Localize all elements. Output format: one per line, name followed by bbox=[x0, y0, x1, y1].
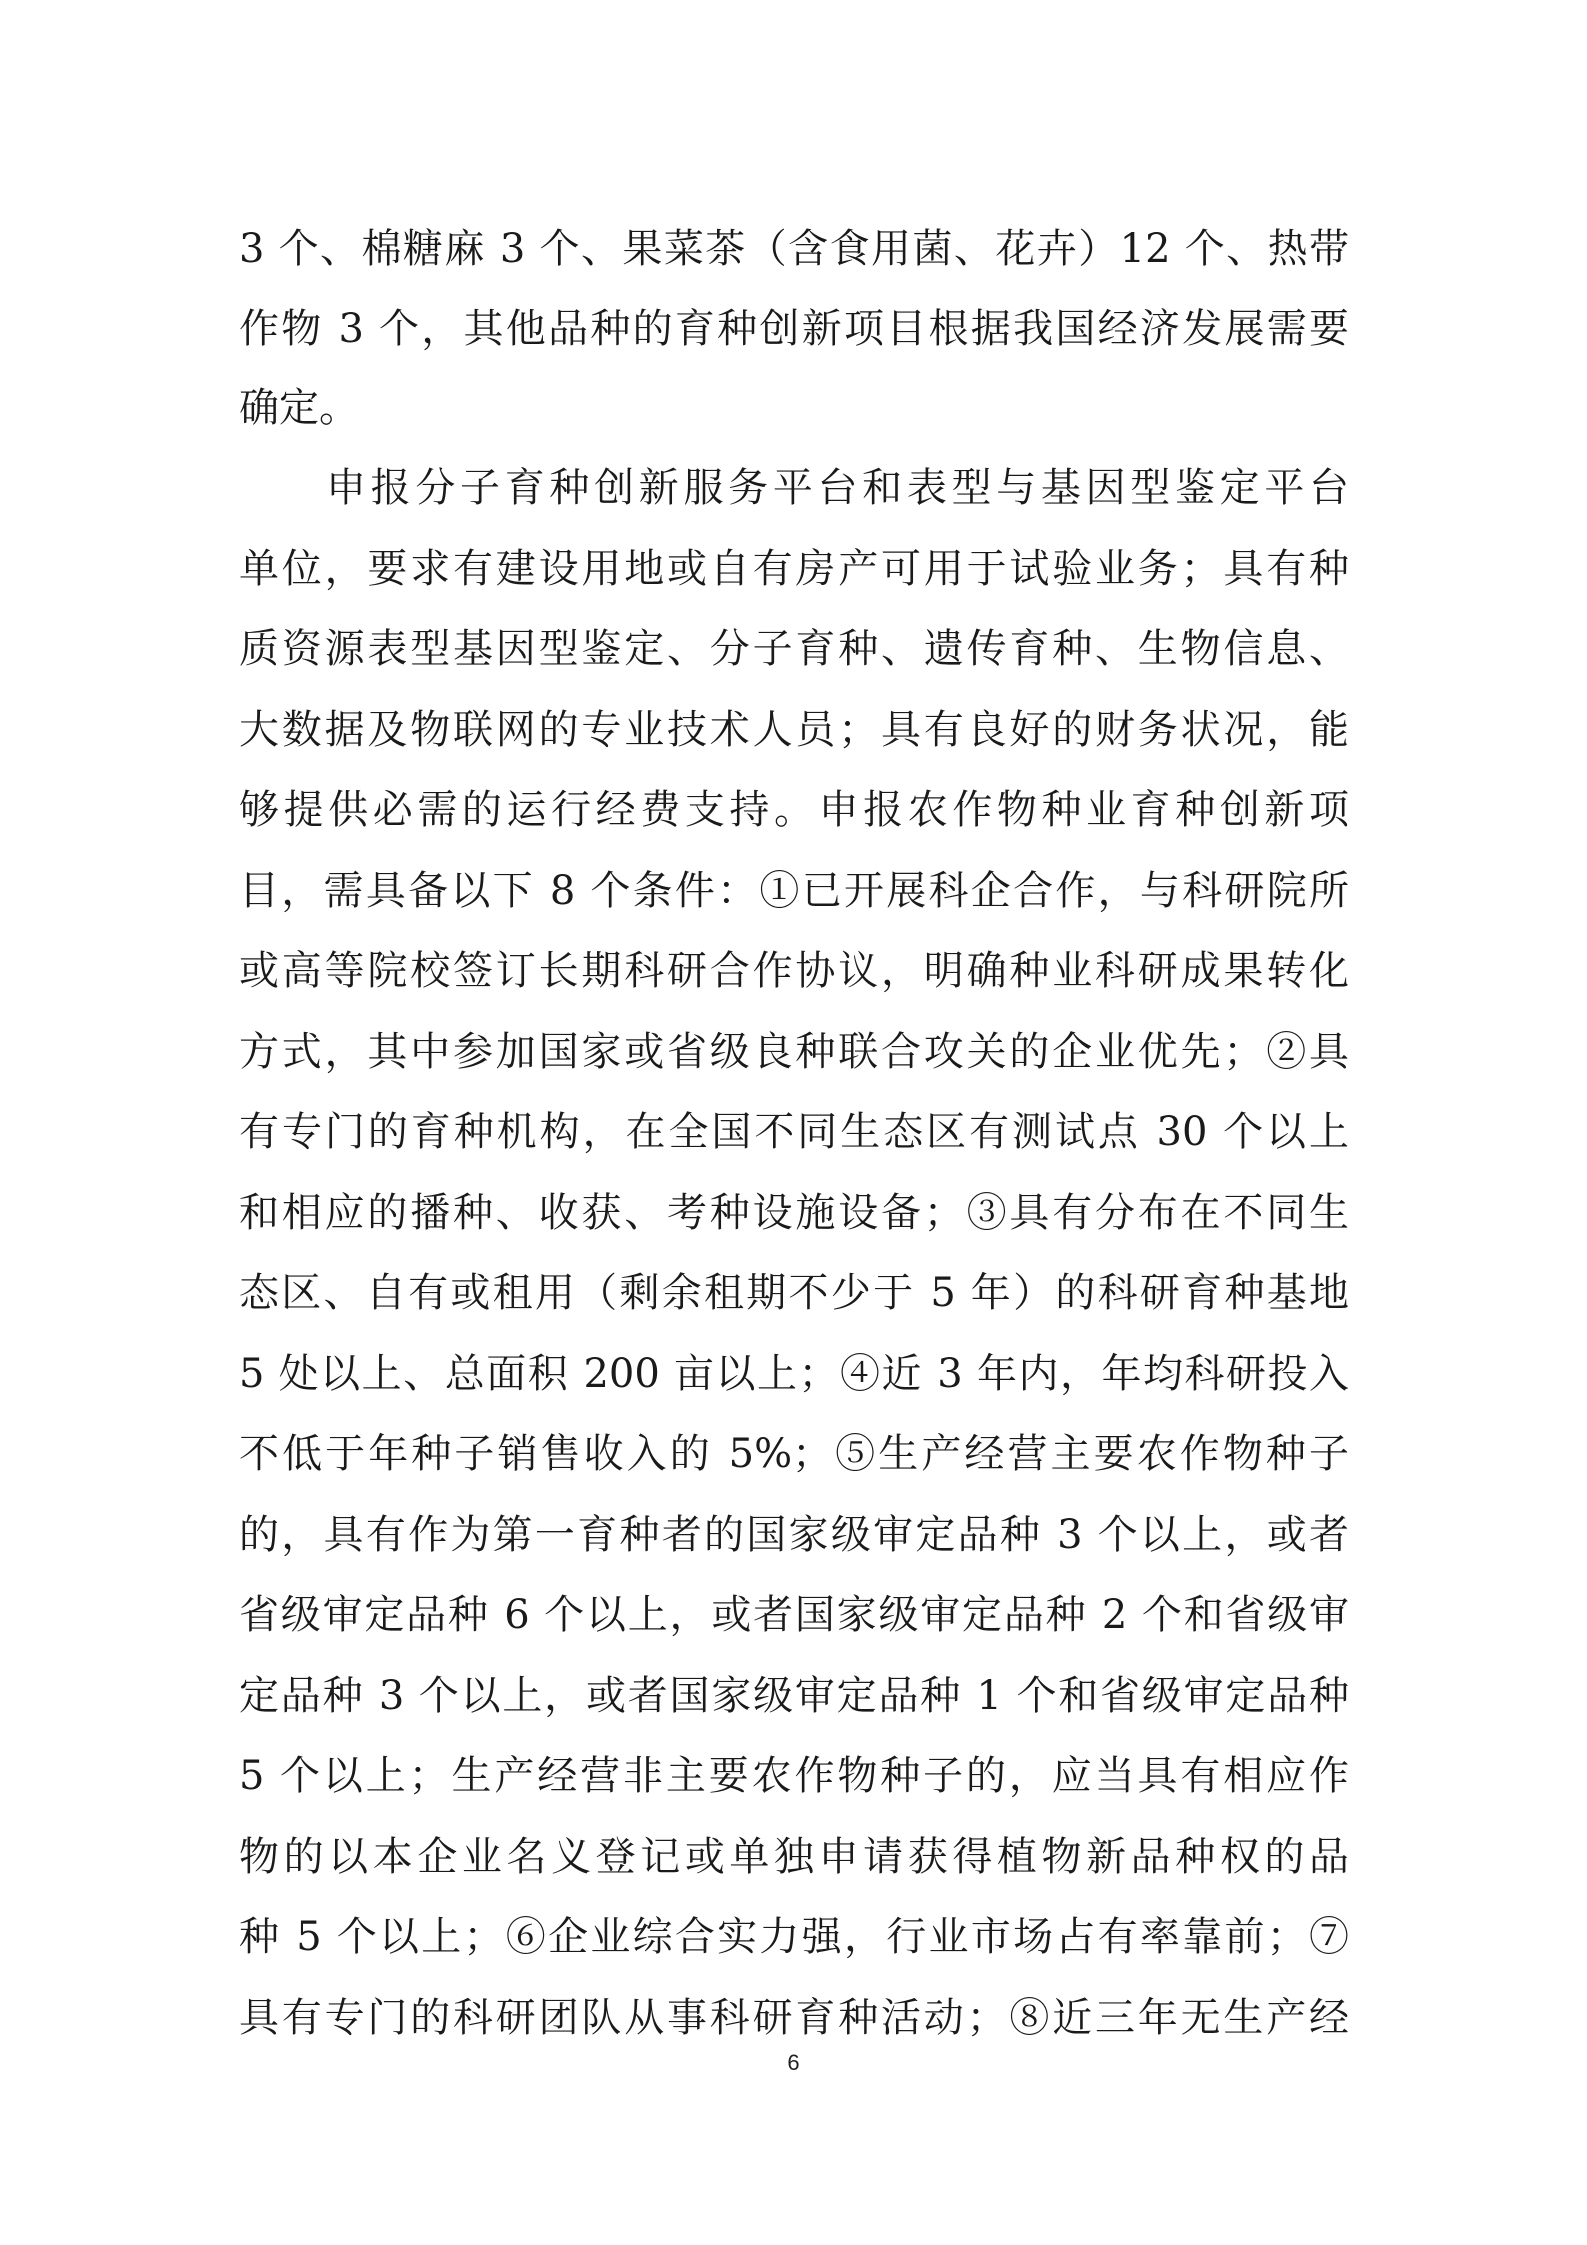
text-line-17: 的，具有作为第一育种者的国家级审定品种 3 个以上，或者 bbox=[239, 1512, 1349, 1558]
text-line-5: 单位，要求有建设用地或自有房产可用于试验业务；具有种 bbox=[239, 546, 1349, 592]
text-line-19: 定品种 3 个以上，或者国家级审定品种 1 个和省级审定品种 bbox=[239, 1673, 1349, 1719]
text-line-2: 作物 3 个，其他品种的育种创新项目根据我国经济发展需要 bbox=[239, 306, 1349, 352]
text-line-7: 大数据及物联网的专业技术人员；具有良好的财务状况，能 bbox=[239, 707, 1349, 753]
text-line-6: 质资源表型基因型鉴定、分子育种、遗传育种、生物信息、 bbox=[239, 626, 1349, 672]
text-line-12: 有专门的育种机构，在全国不同生态区有测试点 30 个以上 bbox=[239, 1109, 1349, 1155]
text-line-1: 3 个、棉糖麻 3 个、果菜茶（含食用菌、花卉）12 个、热带 bbox=[239, 226, 1349, 272]
paragraph-2-first-line: 申报分子育种创新服务平台和表型与基因型鉴定平台 bbox=[326, 465, 1349, 511]
text-line-14: 态区、自有或租用（剩余租期不少于 5 年）的科研育种基地 bbox=[239, 1270, 1349, 1316]
text-line-20: 5 个以上；生产经营非主要农作物种子的，应当具有相应作 bbox=[239, 1753, 1349, 1799]
text-line-15: 5 处以上、总面积 200 亩以上；④近 3 年内，年均科研投入 bbox=[239, 1351, 1349, 1397]
text-line-9: 目，需具备以下 8 个条件：①已开展科企合作，与科研院所 bbox=[239, 868, 1349, 914]
text-line-21: 物的以本企业名义登记或单独申请获得植物新品种权的品 bbox=[239, 1834, 1349, 1880]
text-line-16: 不低于年种子销售收入的 5%；⑤生产经营主要农作物种子 bbox=[239, 1431, 1349, 1477]
text-line-13: 和相应的播种、收获、考种设施设备；③具有分布在不同生 bbox=[239, 1190, 1349, 1236]
text-line-18: 省级审定品种 6 个以上，或者国家级审定品种 2 个和省级审 bbox=[239, 1592, 1349, 1638]
text-line-3: 确定。 bbox=[239, 385, 359, 431]
text-line-22: 种 5 个以上；⑥企业综合实力强，行业市场占有率靠前；⑦ bbox=[239, 1914, 1349, 1960]
text-line-23: 具有专门的科研团队从事科研育种活动；⑧近三年无生产经 bbox=[239, 1995, 1349, 2041]
text-line-10: 或高等院校签订长期科研合作协议，明确种业科研成果转化 bbox=[239, 948, 1349, 994]
page-number: 6 bbox=[787, 2050, 800, 2075]
text-line-8: 够提供必需的运行经费支持。申报农作物种业育种创新项 bbox=[239, 787, 1349, 833]
text-line-11: 方式，其中参加国家或省级良种联合攻关的企业优先；②具 bbox=[239, 1029, 1349, 1075]
